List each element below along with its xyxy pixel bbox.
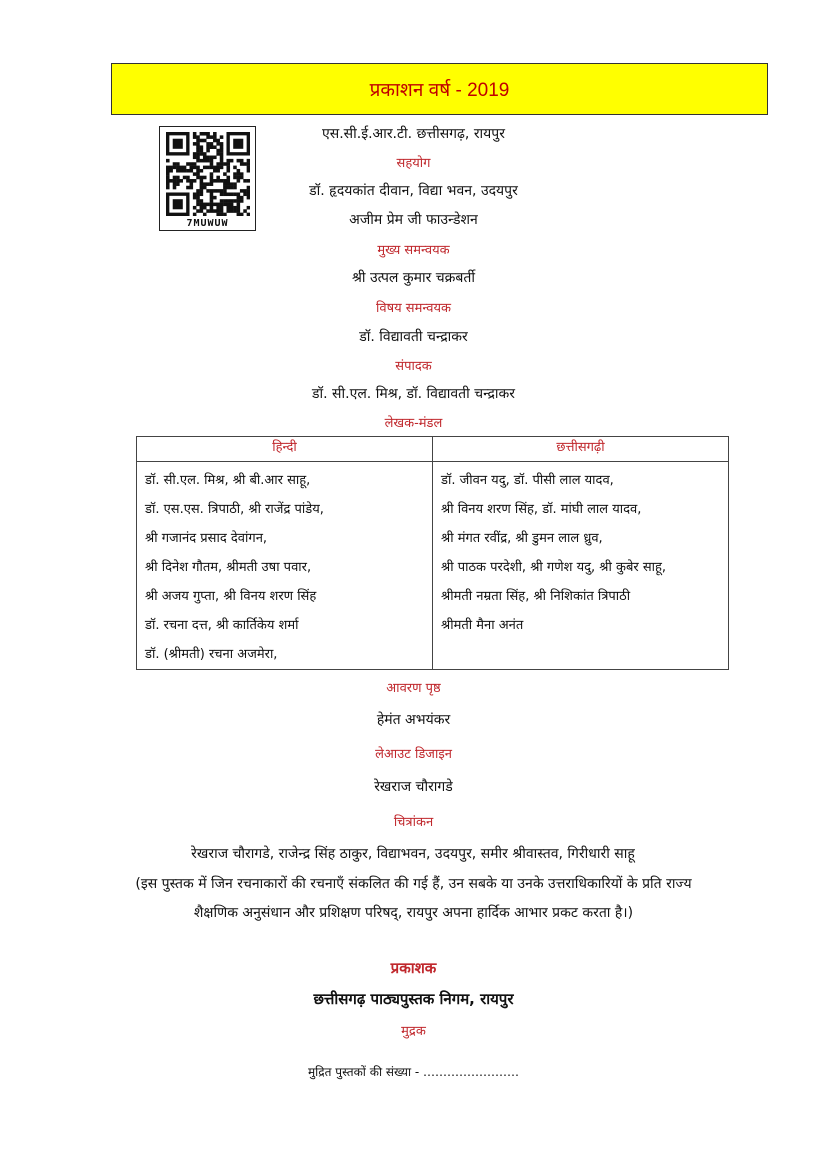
subject-coordinator-name: डॉ. विद्यावती चन्द्राकर bbox=[359, 329, 468, 345]
hindi-author-line: श्री अजय गुप्ता, श्री विनय शरण सिंह bbox=[145, 589, 317, 604]
support-heading: सहयोग bbox=[396, 156, 431, 171]
chhattisgarhi-author-line: श्रीमती मैना अनंत bbox=[441, 618, 524, 633]
qr-code-icon bbox=[166, 132, 250, 216]
scert-line: एस.सी.ई.आर.टी. छत्तीसगढ़, रायपुर bbox=[322, 126, 505, 142]
acknowledgement-line-2: शैक्षणिक अनुसंधान और प्रशिक्षण परिषद्, रायपुर अपना हार्दिक आभार प्रकट करता है।) bbox=[193, 905, 634, 921]
editor-heading: संपादक bbox=[395, 359, 432, 374]
subject-coordinator-heading: विषय समन्वयक bbox=[376, 301, 451, 316]
publication-year-title: प्रकाशन वर्ष - 2019 bbox=[369, 80, 510, 101]
print-count: मुद्रित पुस्तकों की संख्या - …………………… bbox=[307, 1065, 520, 1079]
cover-heading: आवरण पृष्ठ bbox=[386, 681, 441, 696]
support-line-1: डॉ. हृदयकांत दीवान, विद्या भवन, उदयपुर bbox=[309, 183, 518, 199]
chhattisgarhi-author-line: डॉ. जीवन यदु, डॉ. पीसी लाल यादव, bbox=[441, 473, 614, 488]
editor-names: डॉ. सी.एल. मिश्र, डॉ. विद्यावती चन्द्राकर bbox=[312, 386, 515, 402]
hindi-author-line: डॉ. (श्रीमती) रचना अजमेरा, bbox=[145, 647, 278, 662]
illustration-heading: चित्रांकन bbox=[393, 815, 434, 830]
chhattisgarhi-author-line: श्री मंगत रवींद्र, श्री डुमन लाल ध्रुव, bbox=[441, 531, 603, 546]
illustration-names: रेखराज चौरागडे, राजेन्द्र सिंह ठाकुर, विद्याभवन, उदयपुर, समीर श्रीवास्तव, गिरीधारी साहू bbox=[191, 846, 635, 862]
chhattisgarhi-author-line: श्रीमती नम्रता सिंह, श्री निशिकांत त्रिपाठी bbox=[441, 589, 631, 604]
hindi-author-line: श्री दिनेश गौतम, श्रीमती उषा पवार, bbox=[145, 560, 312, 575]
publisher-heading: प्रकाशक bbox=[390, 959, 437, 977]
hindi-author-line: डॉ. एस.एस. त्रिपाठी, श्री राजेंद्र पांडेय, bbox=[145, 502, 324, 517]
chhattisgarhi-authors-cell bbox=[433, 462, 729, 670]
authors-table bbox=[136, 436, 729, 670]
layout-heading: लेआउट डिजाइन bbox=[375, 747, 452, 762]
chhattisgarhi-author-line: श्री विनय शरण सिंह, डॉ. मांघी लाल यादव, bbox=[441, 502, 642, 517]
printer-heading: मुद्रक bbox=[401, 1024, 426, 1039]
authors-col-hindi: हिन्दी bbox=[137, 437, 433, 462]
hindi-author-line: श्री गजानंद प्रसाद देवांगन, bbox=[145, 531, 268, 546]
qr-code-label: 7MUWUW bbox=[186, 218, 229, 229]
chief-coordinator-heading: मुख्य समन्वयक bbox=[377, 243, 450, 258]
authors-col-chhattisgarhi: छत्तीसगढ़ी bbox=[433, 437, 729, 462]
layout-name: रेखराज चौरागडे bbox=[374, 779, 453, 795]
cover-name: हेमंत अभयंकर bbox=[376, 712, 451, 728]
authors-heading: लेखक-मंडल bbox=[384, 416, 443, 431]
publisher-name: छत्तीसगढ़ पाठ्यपुस्तक निगम, रायपुर bbox=[313, 990, 514, 1008]
hindi-authors-cell bbox=[137, 462, 433, 670]
hindi-author-line: डॉ. सी.एल. मिश्र, श्री बी.आर साहू, bbox=[145, 473, 311, 488]
chief-coordinator-name: श्री उत्पल कुमार चक्रबर्ती bbox=[351, 270, 476, 286]
chhattisgarhi-author-line: श्री पाठक परदेशी, श्री गणेश यदु, श्री कुबेर साहू, bbox=[441, 560, 667, 575]
publication-year-banner bbox=[111, 63, 768, 115]
acknowledgement-line-1: (इस पुस्तक में जिन रचनाकारों की रचनाएँ संकलित की गई हैं, उन सबके या उनके उत्तराधिकारियों के प्रति राज्य bbox=[135, 876, 692, 892]
hindi-author-line: डॉ. रचना दत्त, श्री कार्तिकेय शर्मा bbox=[145, 618, 299, 633]
support-line-2: अजीम प्रेम जी फाउन्डेशन bbox=[349, 212, 478, 228]
